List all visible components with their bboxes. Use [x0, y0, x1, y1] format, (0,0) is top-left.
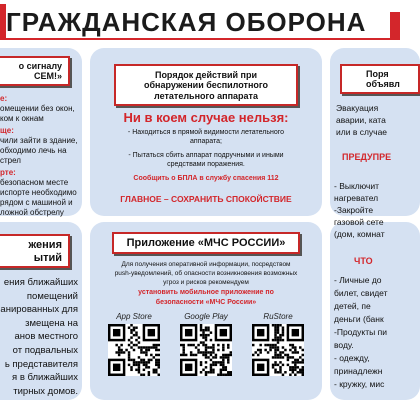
panel-drone-header — [114, 64, 298, 106]
page-title: ГРАЖДАНСКАЯ ОБОРОНА — [6, 7, 367, 37]
app-description — [90, 260, 322, 287]
panel-mchs-app — [90, 222, 322, 400]
text-line: чили зайти в здание, — [0, 136, 78, 145]
store-label-googleplay: Google Play — [184, 312, 228, 321]
store-label-rustore: RuStore — [263, 312, 293, 321]
text-line: воду. — [334, 340, 354, 350]
panel-shelters — [0, 222, 82, 400]
text-line: угроз и рисков рекомендуем — [163, 279, 249, 286]
text-line: установить мобильное приложение по — [138, 289, 274, 296]
header-line: о сигналу — [18, 61, 62, 71]
text-line: -Продукты пи — [334, 327, 387, 337]
header-line: объявл — [366, 79, 400, 90]
qr-code-rustore[interactable] — [252, 324, 304, 376]
rule-text: Находиться в прямой видимости летательного — [132, 129, 285, 136]
qr-code-googleplay[interactable] — [180, 324, 232, 376]
qr-code-icon — [108, 324, 160, 376]
text-line: ложной обстрелу — [0, 208, 64, 217]
text-line: ком к окнам — [0, 114, 44, 123]
rule-text: средствами поражения. — [167, 161, 245, 169]
text-line: помещений — [26, 290, 78, 302]
text-line: Для получения оперативной информации, посредством — [121, 261, 291, 268]
text-line: билет, свидет — [334, 288, 388, 298]
text-line: омещении без окон, — [0, 104, 75, 113]
text-line: анов местного — [14, 331, 78, 343]
text-line: - одежду, — [334, 353, 370, 363]
header-line: ытий — [33, 251, 62, 264]
announcement-text — [336, 102, 387, 138]
text-line: - Выключит — [334, 181, 380, 191]
panel-announcement-header — [340, 64, 420, 94]
rule-text: Пытаться сбить аппарат подручными и иными — [132, 152, 284, 159]
header-line: жения — [28, 239, 62, 251]
subheading: рте: — [0, 168, 16, 177]
text-line: принадлежн — [334, 366, 383, 376]
text-line: обходимо лечь на — [0, 146, 67, 155]
header-line: Порядок действий при — [154, 70, 258, 80]
panel-alarm-signal — [0, 48, 82, 216]
slogan: ГЛАВНОЕ – СОХРАНИТЬ СПОКОЙСТВИЕ — [120, 194, 292, 204]
header-line: СЕМ!» — [33, 71, 62, 82]
title-bar — [0, 4, 400, 40]
qr-code-icon — [180, 324, 232, 376]
panel-app-header: Приложение «МЧС РОССИИ» — [112, 232, 300, 254]
panel-shelters-header — [0, 234, 70, 268]
qr-code-icon — [252, 324, 304, 376]
text-line: -Закройте — [334, 205, 374, 215]
evacuation-actions — [334, 180, 385, 240]
shelters-text — [0, 276, 78, 398]
header-line: летательного аппарата — [154, 90, 258, 101]
text-line: стрел — [0, 156, 21, 165]
text-line: от подвальных — [12, 344, 78, 356]
panel-evacuation-items — [330, 181, 420, 400]
text-line: анированных для — [0, 304, 78, 316]
header-line: обнаружении беспилотного — [143, 80, 269, 91]
text-line: испорте необходимо — [0, 188, 77, 197]
rule-item: - Находиться в прямой видимости летательного аппарата; — [100, 128, 312, 146]
text-line: тирных домов. — [13, 385, 78, 397]
panel-alarm-signal-header — [0, 56, 70, 86]
subheading: е: — [0, 94, 8, 103]
rule-text: аппарата; — [190, 138, 222, 146]
rule-item: - Пытаться сбить аппарат подручными и иными средствами поражения. — [100, 151, 312, 169]
store-label-appstore: App Store — [116, 312, 152, 321]
text-line: ь представителя — [4, 358, 78, 370]
text-line: рядом с машиной и — [0, 198, 73, 207]
text-line: - Личные до — [334, 275, 382, 285]
text-line: ения ближайших — [3, 277, 78, 288]
install-call — [90, 288, 322, 308]
text-line: безопасности «МЧС России» — [155, 299, 257, 306]
text-line: push-уведомлений, об опасности возникновения возможных — [114, 270, 298, 277]
text-line: змещена на — [25, 317, 78, 329]
panel-drone-procedure — [90, 48, 322, 216]
text-line: Эвакуация — [336, 103, 379, 113]
subheading: ще: — [0, 126, 14, 135]
text-line: или в случае — [336, 127, 388, 137]
text-line: безопасном месте — [0, 178, 69, 187]
warning-heading: ЧТО — [354, 256, 373, 266]
text-line: аварии, ката — [336, 115, 386, 125]
text-line: деньги (банк — [334, 314, 384, 324]
title-edge-bar — [390, 12, 400, 38]
text-line: (дом, комнат — [334, 229, 385, 239]
text-line: газовой сете — [334, 217, 384, 227]
report-line: Сообщить о БПЛА в службу спасения 112 — [133, 175, 279, 182]
header-line: Поря — [366, 69, 389, 79]
text-line: детей, пе — [334, 301, 371, 311]
text-line: я в ближайших — [12, 372, 78, 384]
text-line: - кружку, мис — [334, 379, 385, 389]
text-line: нагревател — [334, 193, 379, 203]
warning-heading: ПРЕДУПРЕ — [342, 152, 392, 162]
qr-code-appstore[interactable] — [108, 324, 160, 376]
items-list — [334, 274, 388, 391]
warning-heading: Ни в коем случае нельзя: — [123, 110, 289, 125]
